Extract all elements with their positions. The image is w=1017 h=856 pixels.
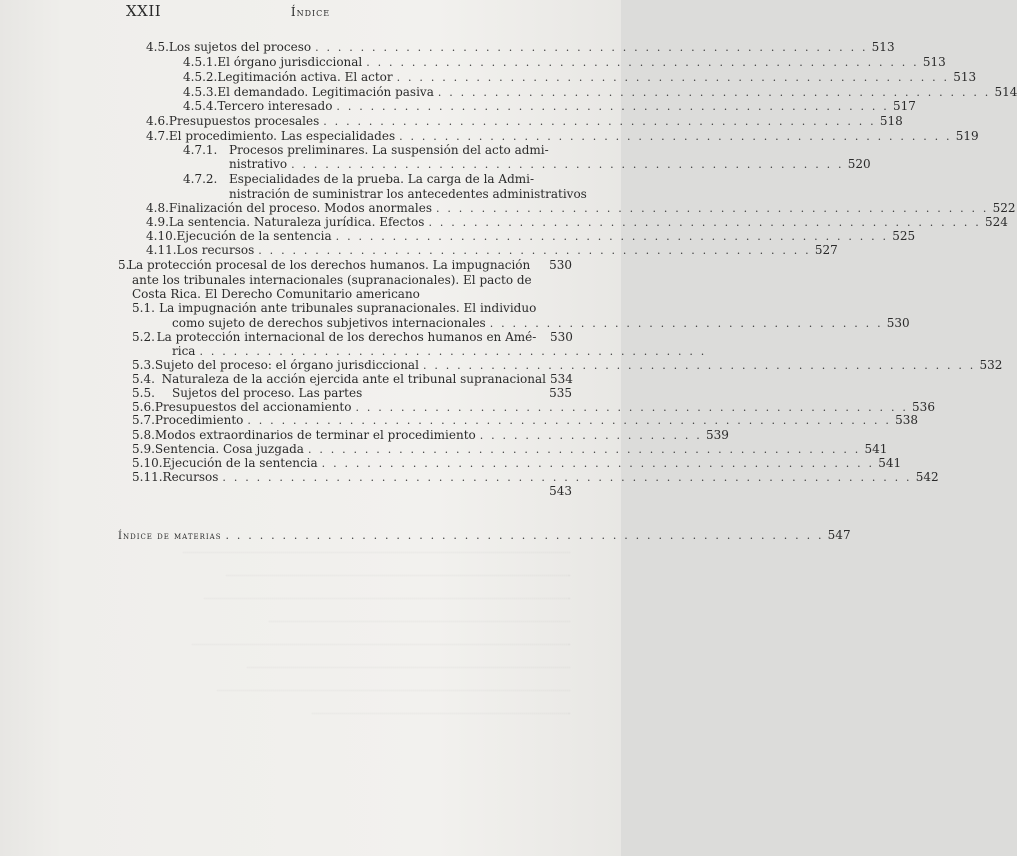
entry-page: 535: [549, 386, 572, 400]
page-header: [0, 2, 621, 22]
entry-number: 4.6.: [146, 114, 169, 128]
entry-title: La impugnación ante tribunales supranacionales. El individuo: [159, 301, 537, 315]
entry-title: Los recursos: [176, 243, 255, 257]
dot-leader: . . . . . . . . . . . . . . . . . . . .: [479, 429, 702, 442]
entry-number: 4.5.2.: [183, 70, 218, 84]
entry-page: 530: [886, 316, 910, 330]
entry-title: Ejecución de la sentencia: [162, 456, 318, 470]
dot-leader: . . . . . . . . . . . . . . . . . . . . . . . . . . . . . . . . . . . . . . . . . . . . . . . . .: [321, 457, 875, 470]
entry-number: 5.2.: [132, 330, 155, 344]
entry-page: 513: [922, 55, 946, 69]
dot-leader: . . . . . . . . . . . . . . . . . . . . . . . . . . . . . . . . . . . . . . . . . . . . . . . . .: [315, 41, 868, 54]
entry-page: 541: [878, 456, 902, 470]
toc-entry-continuation: [172, 344, 707, 358]
dot-leader: . . . . . . . . . . . . . . . . . . . . . . . . . . . . . . . . . . . . . . . . . . . . . . . . .: [366, 56, 919, 69]
toc-entry: [146, 229, 916, 243]
entry-title: Naturaleza de la acción ejercida ante el tribunal supranacional: [161, 372, 546, 386]
entry-number: 5.7.: [132, 413, 155, 427]
entry-number: 5.4.: [132, 372, 155, 386]
entry-number: 4.5.1.: [183, 55, 218, 69]
entry-title: La sentencia. Naturaleza jurídica. Efectos: [168, 215, 425, 229]
entry-page: 539: [705, 428, 729, 442]
dot-leader: . . . . . . . . . . . . . . . . . . . . . . . . . . . . . . . . . . . . . . . . . . . . . . . . .: [399, 130, 952, 143]
entry-page: 525: [892, 229, 916, 243]
entry-title: Modos extraordinarios de terminar el procedimiento: [154, 428, 476, 442]
entry-title: Los sujetos del proceso: [168, 40, 312, 54]
toc-entry: [146, 129, 979, 143]
dot-leader: . . . . . . . . . . . . . . . . . . . . . . . . . . . . . . . . . . . . . . . . . . . . . . . . .: [258, 244, 811, 257]
entry-number: 4.7.1.: [183, 143, 218, 157]
toc-entry-continuation: [229, 187, 587, 201]
toc-entry: [132, 442, 888, 456]
entry-title-continued: Costa Rica. El Derecho Comunitario americano: [132, 287, 420, 301]
entry-title: El procedimiento. Las especialidades: [168, 129, 396, 143]
entry-page: 519: [955, 129, 979, 143]
toc-index-entry: [118, 514, 851, 542]
toc-entry: [118, 258, 572, 272]
toc-entry: [146, 243, 838, 257]
entry-title: Ejecución de la sentencia: [176, 229, 332, 243]
dot-leader: . . . . . . . . . . . . . . . . . . . . . . . . . . . . . . . . . . . . . . . . . . . . .: [199, 345, 707, 358]
entry-number: 4.9.: [146, 215, 169, 229]
toc-entry: [132, 470, 939, 484]
entry-title: Sujeto del proceso: el órgano jurisdiccional: [154, 358, 419, 372]
entry-title: Tercero interesado: [217, 99, 333, 113]
entry-title: Presupuestos procesales: [168, 114, 320, 128]
entry-title-continued: como sujeto de derechos subjetivos internacionales: [172, 316, 486, 330]
dot-leader: . . . . . . . . . . . . . . . . . . . . . . . . . . . . . . . . . . . . . . . . . . . . . . . . . . . . . . . . . . . . .: [222, 471, 912, 484]
entry-page: 530: [550, 330, 573, 344]
toc-entry: [132, 358, 1003, 372]
entry-title: La protección internacional de los derechos humanos en Amé-: [156, 330, 537, 344]
entry-page: 514: [994, 85, 1017, 99]
toc-entry: [132, 301, 572, 315]
toc-entry: [132, 400, 935, 414]
toc-entry-page-only: [132, 484, 572, 498]
entry-page: 532: [979, 358, 1003, 372]
entry-title: El demandado. Legitimación pasiva: [217, 85, 434, 99]
toc-entry: [183, 55, 946, 69]
dot-leader: . . . . . . . . . . . . . . . . . . . . . . . . . . . . . . . . . . . . . . . . . . . . . . . . .: [436, 202, 989, 215]
entry-page: 536: [912, 400, 935, 414]
entry-page: 527: [814, 243, 838, 257]
dot-leader: . . . . . . . . . . . . . . . . . . . . . . . . . . . . . . . . . . . . . . . . . . . . . . . . . . . . .: [225, 529, 824, 542]
entry-number: 5.3.: [132, 358, 155, 372]
entry-title: Especialidades de la prueba. La carga de la Admi-: [229, 172, 535, 186]
entry-page: 538: [895, 413, 919, 427]
dot-leader: . . . . . . . . . . . . . . . . . . . . . . . . . . . . . . . . . . .: [489, 317, 883, 330]
toc-entry-continuation: [229, 157, 871, 171]
entry-page: 542: [915, 470, 939, 484]
page-number: XXII: [126, 2, 162, 20]
toc-entry-continuation: [132, 273, 532, 287]
toc-entry-continuation: [172, 316, 910, 330]
entry-page: 524: [985, 215, 1008, 229]
entry-title-continued: ante los tribunales internacionales (supranacionales). El pacto de: [132, 273, 532, 287]
toc-entry: [183, 70, 977, 84]
entry-title-continued: rica: [172, 344, 196, 358]
entry-number: 5.11.: [132, 470, 163, 484]
entry-page: 541: [864, 442, 888, 456]
dot-leader: . . . . . . . . . . . . . . . . . . . . . . . . . . . . . . . . . . . . . . . . . . . . . . . . .: [422, 359, 976, 372]
toc-entry: [146, 114, 903, 128]
entry-page: 518: [879, 114, 903, 128]
entry-title: El órgano jurisdiccional: [217, 55, 363, 69]
entry-number: 4.5.: [146, 40, 169, 54]
entry-number: 5.5.: [132, 386, 155, 400]
entry-number: 5.6.: [132, 400, 155, 414]
dot-leader: . . . . . . . . . . . . . . . . . . . . . . . . . . . . . . . . . . . . . . . . . . . . . . . . . . . . . . . . .: [247, 414, 892, 427]
entry-title: Procesos preliminares. La suspensión del acto admi-: [229, 143, 549, 157]
entry-number: 5.9.: [132, 442, 155, 456]
entry-title: Procedimiento: [154, 413, 244, 427]
entry-title-continued: nistrativo: [229, 157, 288, 171]
entry-page: 530: [549, 258, 572, 272]
dot-leader: . . . . . . . . . . . . . . . . . . . . . . . . . . . . . . . . . . . . . . . . . . . . . . . . .: [291, 158, 844, 171]
toc-entry: [183, 99, 916, 113]
toc-entry: [183, 143, 549, 157]
toc-entry: [183, 85, 1017, 99]
toc-entry: [132, 372, 572, 386]
toc-entry-continuation: [132, 287, 420, 301]
toc-entry: [132, 386, 572, 400]
dot-leader: . . . . . . . . . . . . . . . . . . . . . . . . . . . . . . . . . . . . . . . . . . . . . . . . .: [307, 443, 861, 456]
entry-number: 4.7.: [146, 129, 169, 143]
entry-number: 5.10.: [132, 456, 163, 470]
toc-entry: [146, 215, 1008, 229]
entry-page: 534: [550, 372, 573, 386]
entry-title: Sujetos del proceso. Las partes: [172, 386, 363, 400]
entry-number: 4.10.: [146, 229, 177, 243]
running-title: Índice: [290, 5, 331, 19]
dot-leader: . . . . . . . . . . . . . . . . . . . . . . . . . . . . . . . . . . . . . . . . . . . . . . . . .: [323, 115, 876, 128]
index-label: Índice de materias: [118, 531, 222, 542]
toc-entry: [132, 413, 919, 427]
entry-title: Sentencia. Cosa juzgada: [154, 442, 304, 456]
toc-entry: [132, 428, 729, 442]
entry-number: 4.7.2.: [183, 172, 218, 186]
entry-number: 4.5.3.: [183, 85, 218, 99]
entry-page: 517: [893, 99, 916, 113]
entry-number: 4.8.: [146, 201, 169, 215]
entry-title-continued: nistración de suministrar los antecedentes administrativos: [229, 187, 587, 201]
entry-number: 5.: [118, 258, 130, 272]
entry-title: Recursos: [162, 470, 219, 484]
entry-page: 513: [871, 40, 895, 54]
entry-page: 543: [549, 484, 572, 498]
entry-page: 513: [953, 70, 977, 84]
entry-page: 520: [847, 157, 871, 171]
entry-title: Finalización del proceso. Modos anormales: [168, 201, 432, 215]
entry-number: 5.8.: [132, 428, 155, 442]
entry-number: 5.1.: [132, 301, 155, 315]
dot-leader: . . . . . . . . . . . . . . . . . . . . . . . . . . . . . . . . . . . . . . . . . . . . . . . . .: [355, 401, 909, 414]
toc-entry: [132, 330, 572, 344]
entry-number: 4.5.4.: [183, 99, 218, 113]
entry-title: Presupuestos del accionamiento: [154, 400, 352, 414]
dot-leader: . . . . . . . . . . . . . . . . . . . . . . . . . . . . . . . . . . . . . . . . . . . . . . . . .: [336, 100, 889, 113]
entry-title: La protección procesal de los derechos humanos. La impugnación: [128, 258, 531, 272]
entry-title: Legitimación activa. El actor: [217, 70, 393, 84]
bleed-through-texture: [140, 530, 570, 760]
dot-leader: . . . . . . . . . . . . . . . . . . . . . . . . . . . . . . . . . . . . . . . . . . . . . . . . .: [428, 216, 982, 229]
entry-page: 522: [992, 201, 1016, 215]
dot-leader: . . . . . . . . . . . . . . . . . . . . . . . . . . . . . . . . . . . . . . . . . . . . . . . . .: [335, 230, 889, 243]
toc-entry: [146, 201, 1016, 215]
toc-entry: [132, 456, 902, 470]
toc-entry: [146, 40, 895, 54]
toc-entry: [183, 172, 534, 186]
index-page: 547: [827, 528, 851, 542]
dot-leader: . . . . . . . . . . . . . . . . . . . . . . . . . . . . . . . . . . . . . . . . . . . . . . . . .: [437, 86, 991, 99]
entry-number: 4.11.: [146, 243, 177, 257]
dot-leader: . . . . . . . . . . . . . . . . . . . . . . . . . . . . . . . . . . . . . . . . . . . . . . . . .: [396, 71, 950, 84]
